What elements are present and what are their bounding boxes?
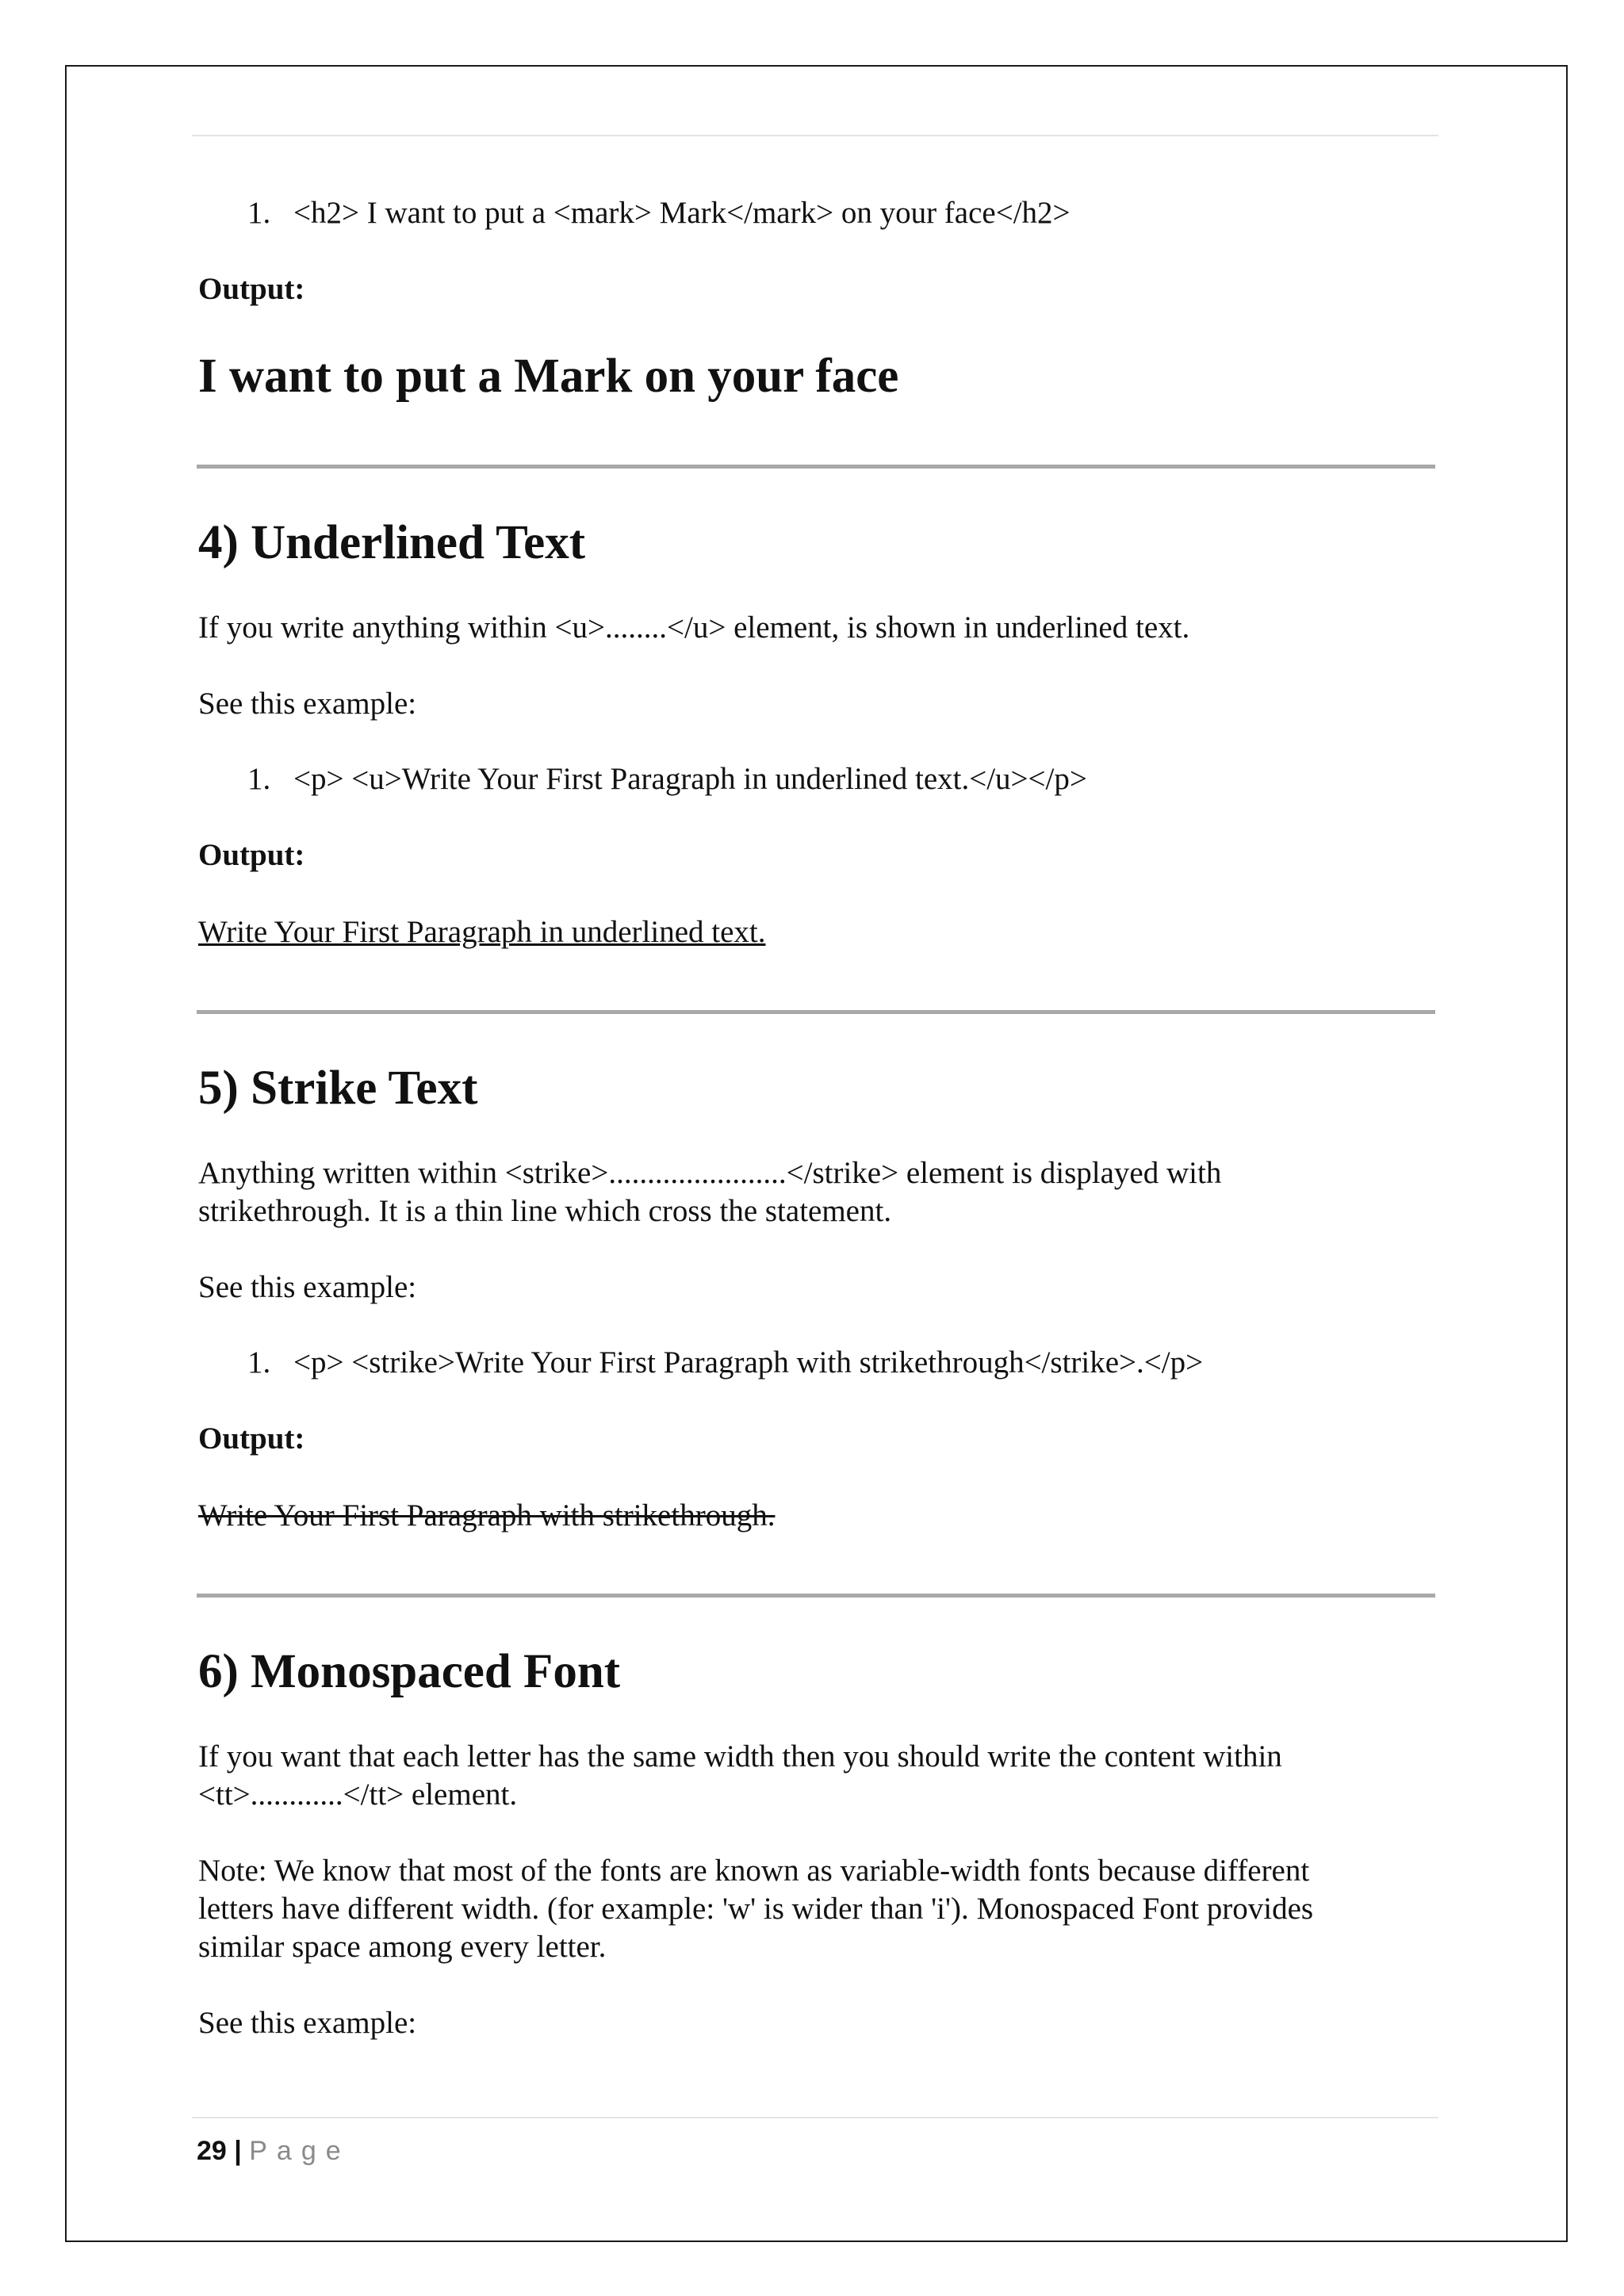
header-rule [192, 135, 1438, 136]
page-word: Page [249, 2136, 350, 2166]
footer-rule [192, 2117, 1438, 2118]
list-code: <h2> I want to put a <mark> Mark</mark> on your face</h2> [293, 196, 1071, 230]
output-demo-heading: I want to put a Mark on your face [198, 350, 899, 403]
note-line-1: Note: We know that most of the fonts are known as variable-width fonts because different [198, 1854, 1310, 1888]
section-description-line-2: <tt>............</tt> element. [198, 1777, 518, 1812]
output-label: Output: [198, 1422, 305, 1456]
note-line-2: letters have different width. (for example: 'w' is wider than 'i'). Monospaced Font provides [198, 1892, 1314, 1926]
section-divider [197, 1594, 1435, 1598]
list-code: <p> <u>Write Your First Paragraph in underlined text.</u></p> [293, 762, 1087, 796]
note-line-3: similar space among every letter. [198, 1930, 607, 1964]
list-number: 1. [247, 196, 271, 230]
section-description-line-1: If you want that each letter has the same width then you should write the content within [198, 1739, 1282, 1774]
output-label: Output: [198, 272, 305, 306]
section-heading-monospaced-font: 6) Monospaced Font [198, 1645, 621, 1698]
output-underlined-text: Write Your First Paragraph in underlined text. [198, 915, 766, 949]
page-footer [197, 2136, 350, 2167]
section-heading-underlined-text: 4) Underlined Text [198, 516, 586, 569]
list-code: <p> <strike>Write Your First Paragraph with strikethrough</strike>.</p> [293, 1345, 1204, 1380]
section-divider [197, 465, 1435, 469]
list-item-h2-code [247, 195, 1071, 231]
list-item-underline-code [247, 761, 1087, 797]
list-number: 1. [247, 762, 271, 796]
section-description: If you write anything within <u>........</u> element, is shown in underlined text. [198, 610, 1190, 645]
list-item-strike-code [247, 1345, 1203, 1380]
list-number: 1. [247, 1345, 271, 1380]
see-example-text: See this example: [198, 1270, 417, 1304]
section-divider [197, 1010, 1435, 1014]
output-label: Output: [198, 838, 305, 872]
section-description-line-2: strikethrough. It is a thin line which cross the statement. [198, 1194, 892, 1228]
section-description-line-1: Anything written within <strike>.......................</strike> element is displayed with [198, 1156, 1222, 1190]
output-strikethrough-text: Write Your First Paragraph with strikethrough. [198, 1498, 776, 1533]
section-heading-strike-text: 5) Strike Text [198, 1062, 478, 1115]
see-example-text: See this example: [198, 2006, 417, 2040]
page-number: 29 [197, 2136, 227, 2166]
see-example-text: See this example: [198, 687, 417, 721]
page-separator: | [234, 2136, 242, 2166]
